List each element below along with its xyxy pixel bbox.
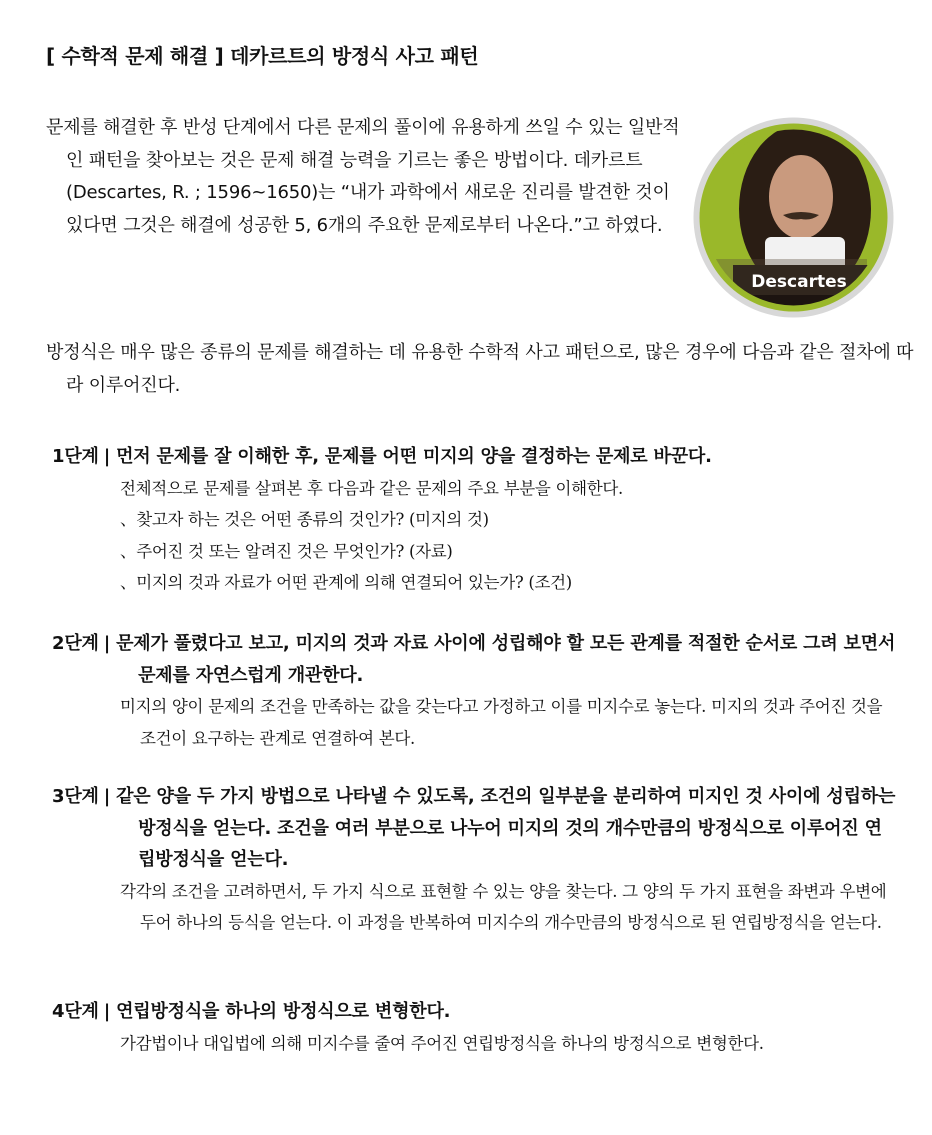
step-3: [52, 781, 897, 939]
step-1-bullet-condition: 、미지의 것과 자료가 어떤 관계에 의해 연결되어 있는가? (조건): [120, 573, 572, 592]
step-1-description: 전체적으로 문제를 살펴본 후 다음과 같은 문제의 주요 부분을 이해한다.: [120, 478, 623, 498]
intro-paragraph: 문제를 해결한 후 반성 단계에서 다른 문제의 풀이에 유용하게 쓰일 수 있는 일반적인 패턴을 찾아보는 것은 문제 해결 능력을 기르는 좋은 방법이다. 데카르트(Descartes, R. ; 1596~1650)는 “내가 과학에서 새로운 진리를 발견한 것이 있다면 그것은 해결에 성공한 5, 6개의 주요한 문제로부터 나온다.”고 하였다.: [46, 117, 680, 236]
step-1: [52, 441, 897, 599]
step-2-heading: [52, 628, 897, 691]
step-1-bullet-unknown: 、찾고자 하는 것은 어떤 종류의 것인가? (미지의 것): [120, 510, 489, 529]
step-3-description: 각각의 조건을 고려하면서, 두 가지 식으로 표현할 수 있는 양을 찾는다. 그 양의 두 가지 표현을 좌변과 우변에 두어 하나의 등식을 얻는다. 이 과정을 반복하여 미지수의 개수만큼의 방정식으로 된 연립방정식을 얻는다.: [120, 881, 887, 932]
descartes-portrait: [693, 117, 894, 318]
step-2-label: 2단계: [52, 633, 99, 654]
step-divider: |: [103, 786, 111, 807]
step-1-label: 1단계: [52, 446, 99, 467]
step-4-title: 연립방정식을 하나의 방정식으로 변형한다.: [116, 1001, 451, 1022]
step-3-heading: [52, 781, 897, 876]
equation-paragraph: 방정식은 매우 많은 종류의 문제를 해결하는 데 유용한 수학적 사고 패턴으로, 많은 경우에 다음과 같은 절차에 따라 이루어진다.: [46, 342, 914, 396]
step-2-description: 미지의 양이 문제의 조건을 만족하는 값을 갖는다고 가정하고 이를 미지수로 놓는다. 미지의 것과 주어진 것을 조건이 요구하는 관계로 연결하여 본다.: [120, 697, 883, 748]
step-1-heading: [52, 441, 897, 473]
step-divider: |: [103, 446, 111, 467]
step-1-bullet-data: 、주어진 것 또는 알려진 것은 무엇인가? (자료): [120, 541, 453, 561]
step-divider: |: [103, 633, 111, 654]
portrait-face: [769, 155, 833, 239]
step-4-heading: [52, 996, 897, 1028]
page-title: [ 수학적 문제 해결 ] 데카르트의 방정식 사고 패턴: [46, 44, 479, 68]
step-1-title: 먼저 문제를 잘 이해한 후, 문제를 어떤 미지의 양을 결정하는 문제로 바꾼다.: [116, 446, 712, 467]
step-3-label: 3단계: [52, 786, 99, 807]
step-divider: |: [103, 1001, 111, 1022]
portrait-caption: Descartes: [751, 272, 847, 292]
step-4-description: 가감법이나 대입법에 의해 미지수를 줄여 주어진 연립방정식을 하나의 방정식으로 변형한다.: [120, 1033, 764, 1053]
step-4-label: 4단계: [52, 1001, 99, 1022]
step-2-title: 문제가 풀렸다고 보고, 미지의 것과 자료 사이에 성립해야 할 모든 관계를 적절한 순서로 그려 보면서 문제를 자연스럽게 개관한다.: [116, 633, 896, 686]
step-4: [52, 996, 897, 1059]
step-2: [52, 628, 897, 754]
step-3-title: 같은 양을 두 가지 방법으로 나타낼 수 있도록, 조건의 일부분을 분리하여 미지인 것 사이에 성립하는 방정식을 얻는다. 조건을 여러 부분으로 나누어 미지의 것의 개수만큼의 방정식으로 이루어진 연립방정식을 얻는다.: [116, 786, 896, 870]
